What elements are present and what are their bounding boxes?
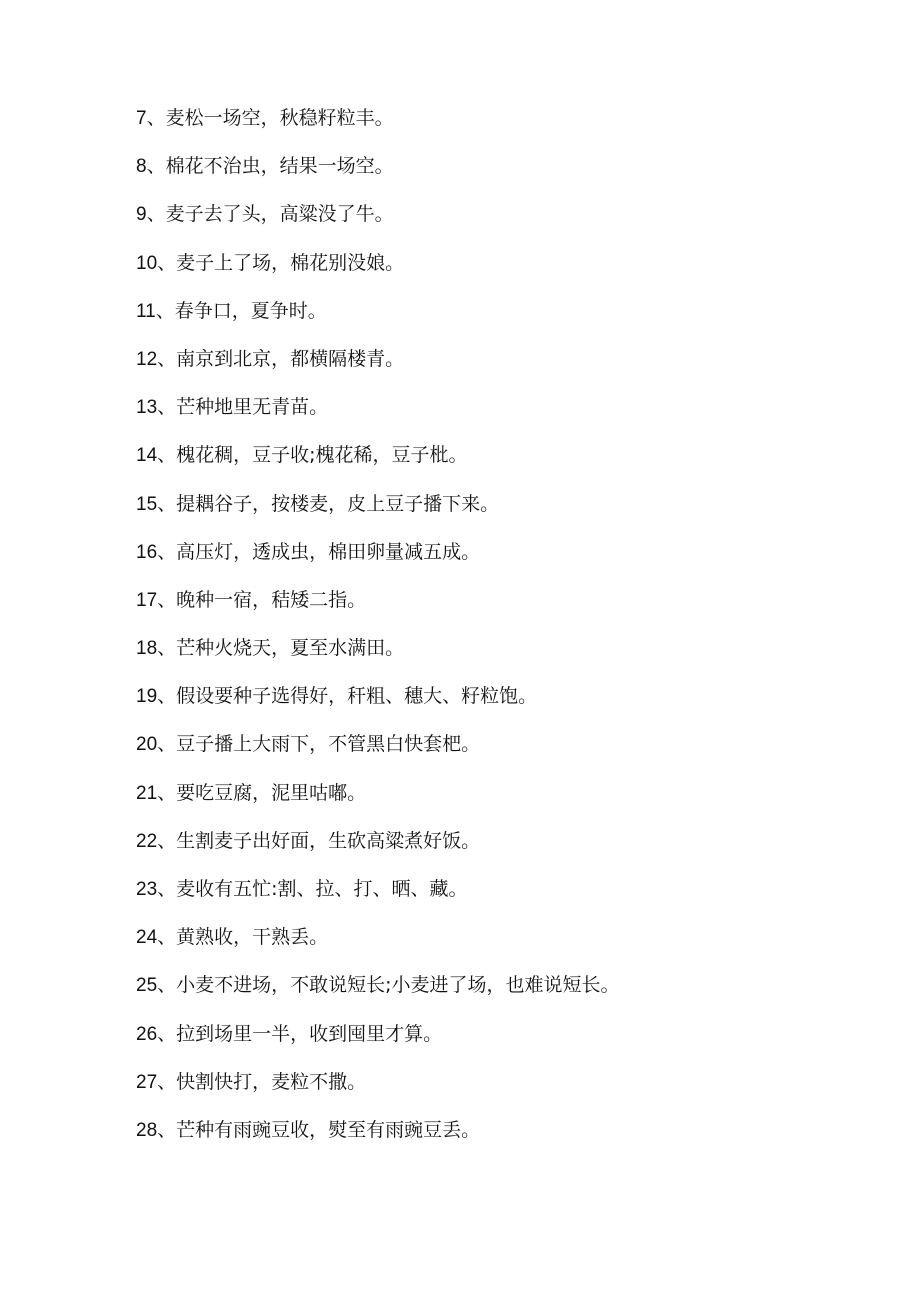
item-text: 、豆子播上大雨下，不管黑白快套杷。 bbox=[157, 733, 481, 756]
item-number: 26 bbox=[136, 1023, 158, 1045]
list-item bbox=[136, 773, 876, 821]
item-text: 、快割快打，麦粒不撒。 bbox=[157, 1070, 367, 1093]
list-item bbox=[136, 1110, 876, 1158]
item-number: 24 bbox=[136, 927, 158, 949]
item-text: 、芒种火烧天，夏至水满田。 bbox=[157, 637, 405, 660]
item-number: 13 bbox=[136, 397, 158, 419]
item-number: 9 bbox=[136, 204, 147, 226]
list-item bbox=[136, 146, 876, 194]
list-item bbox=[136, 628, 876, 676]
item-number: 22 bbox=[136, 830, 158, 852]
list-item bbox=[136, 821, 876, 869]
item-text: 、麦子去了头，高粱没了牛。 bbox=[146, 203, 394, 226]
list-item bbox=[136, 917, 876, 965]
list-item bbox=[136, 580, 876, 628]
item-number: 27 bbox=[136, 1071, 158, 1093]
item-text: 、槐花稠，豆子收;槐花稀，豆子枇。 bbox=[157, 444, 468, 467]
list-item bbox=[136, 1062, 876, 1110]
item-text: 、麦子上了场，棉花别没娘。 bbox=[157, 251, 405, 274]
item-number: 23 bbox=[136, 879, 158, 900]
list-item bbox=[136, 965, 876, 1013]
item-text: 、春争口，夏争时。 bbox=[155, 299, 327, 322]
list-item bbox=[136, 387, 876, 435]
list-item bbox=[136, 291, 876, 339]
item-text: 、高压灯，透成虫，棉田卵量减五成。 bbox=[157, 540, 481, 563]
item-number: 10 bbox=[136, 252, 158, 274]
item-text: 、生割麦子出好面，生砍高粱煮好饭。 bbox=[157, 829, 481, 852]
item-text: 、棉花不治虫，结果一场空。 bbox=[146, 155, 394, 178]
item-number: 11 bbox=[136, 300, 156, 322]
item-number: 18 bbox=[136, 638, 158, 660]
item-number: 28 bbox=[136, 1119, 158, 1141]
list-item bbox=[136, 194, 876, 242]
list-item bbox=[136, 339, 876, 387]
list-item bbox=[136, 676, 876, 724]
list-item bbox=[136, 869, 876, 917]
item-text: 、南京到北京，都横隔楼青。 bbox=[157, 347, 405, 370]
list-item bbox=[136, 532, 876, 580]
item-number: 20 bbox=[136, 734, 158, 756]
list-item bbox=[136, 484, 876, 532]
list-item bbox=[136, 98, 876, 146]
item-number: 14 bbox=[136, 445, 158, 467]
list-item bbox=[136, 724, 876, 772]
item-number: 15 bbox=[136, 493, 158, 515]
item-text: 、芒种有雨豌豆收，熨至有雨豌豆丢。 bbox=[157, 1118, 481, 1141]
item-text: 、拉到场里一半，收到囤里才算。 bbox=[157, 1022, 443, 1045]
item-text: 、小麦不进场，不敢说短长;小麦进了场，也难说短长。 bbox=[157, 974, 620, 997]
list-item bbox=[136, 243, 876, 291]
item-text: 、晚种一宿，秸矮二指。 bbox=[157, 588, 367, 611]
list-item bbox=[136, 435, 876, 483]
proverb-list bbox=[136, 98, 876, 1158]
item-number: 17 bbox=[136, 589, 158, 611]
item-text: 、黄熟收，干熟丢。 bbox=[157, 926, 329, 949]
item-number: 7 bbox=[136, 108, 147, 129]
list-item bbox=[136, 1014, 876, 1062]
item-text: 、假设要种子选得好，秆粗、穗大、籽粒饱。 bbox=[157, 685, 538, 708]
item-text: 、要吃豆腐，泥里咕嘟。 bbox=[157, 781, 367, 804]
item-number: 25 bbox=[136, 975, 158, 997]
item-number: 8 bbox=[136, 156, 147, 178]
item-text: 、提耦谷子，按楼麦，皮上豆子播下来。 bbox=[157, 492, 500, 515]
item-text: 、麦松一场空，秋稳籽粒丰。 bbox=[146, 107, 394, 129]
item-text: 、芒种地里无青苗。 bbox=[157, 396, 329, 419]
item-number: 21 bbox=[136, 782, 158, 804]
item-number: 16 bbox=[136, 541, 158, 563]
item-number: 12 bbox=[136, 348, 158, 370]
item-text: 、麦收有五忙:割、拉、打、晒、藏。 bbox=[157, 878, 468, 900]
item-number: 19 bbox=[136, 686, 158, 708]
